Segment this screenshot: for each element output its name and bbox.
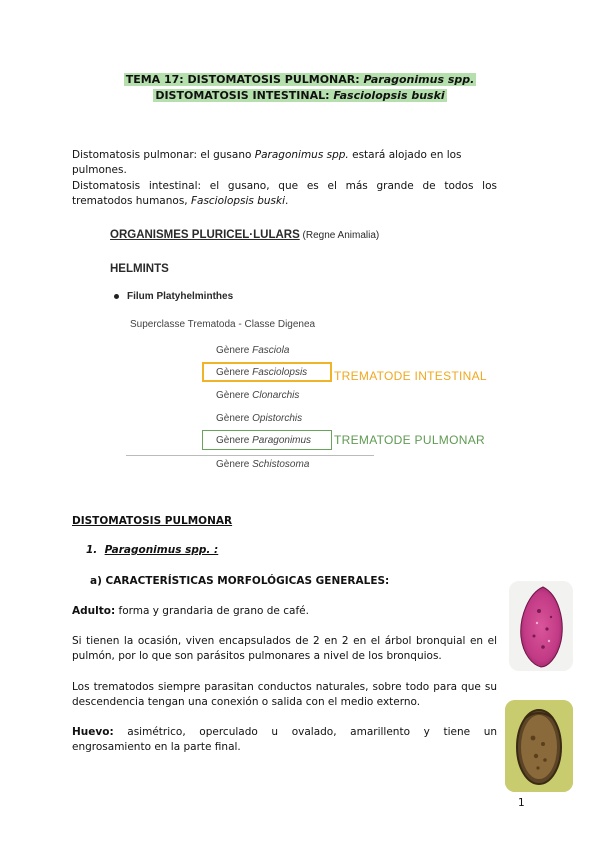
trematode-paragraph: Los trematodos siempre parasitan conductos naturales, sobre todo para que su descendencia tengan una conexión o salida con el medio externo. xyxy=(72,681,497,708)
intro-paragraph-2: Distomatosis intestinal: el gusano, que es el más grande de todos los trematodos humanos, Fasciolopsis buski. xyxy=(72,180,497,207)
label-trematode-intestinal: TREMATODE INTESTINAL xyxy=(334,369,487,383)
genus-item: Gènere Fasciola xyxy=(216,345,290,356)
adult-paragraph: Adulto: forma y grandaria de grano de café. xyxy=(72,605,309,617)
page-number: 1 xyxy=(518,797,525,809)
genus-item: Gènere Fasciolopsis xyxy=(216,367,308,378)
figure-divider xyxy=(126,455,374,456)
subsection-title: 1. Paragonimus spp. : xyxy=(86,544,219,556)
encapsulated-paragraph: Si tienen la ocasión, viven encapsulados de 2 en 2 en el árbol bronquial en el pulmón, por lo que son parásitos pulmonares a nivel de los bronquios. xyxy=(72,635,497,662)
genus-item: Gènere Opistorchis xyxy=(216,413,303,424)
figure-superclass: Superclasse Trematoda - Classe Digenea xyxy=(130,319,316,330)
title-line-1: TEMA 17: DISTOMATOSIS PULMONAR: Paragonimus spp. xyxy=(125,73,475,86)
egg-photo xyxy=(505,700,573,792)
bullet-icon xyxy=(114,294,119,299)
taxonomy-figure xyxy=(108,226,508,476)
label-trematode-pulmonar: TREMATODE PULMONAR xyxy=(334,433,485,447)
subsubsection-title: a) CARACTERÍSTICAS MORFOLÓGICAS GENERALES: xyxy=(90,575,390,587)
genus-item: Gènere Schistosoma xyxy=(216,459,310,470)
section-heading: DISTOMATOSIS PULMONAR xyxy=(72,515,233,527)
intro-paragraph-1: Distomatosis pulmonar: el gusano Paragonimus spp. estará alojado en los pulmones. xyxy=(72,149,462,176)
genus-item: Gènere Clonarchis xyxy=(216,390,300,401)
figure-phylum: Filum Platyhelminthes xyxy=(114,290,233,304)
adult-worm-photo xyxy=(509,581,573,671)
figure-subheading: HELMINTS xyxy=(110,263,169,275)
title-line-2: DISTOMATOSIS INTESTINAL: Fasciolopsis buski xyxy=(155,89,445,102)
genus-item: Gènere Paragonimus xyxy=(216,435,312,446)
page-title xyxy=(0,72,600,104)
figure-heading: ORGANISMES PLURICEL·LULARS (Regne Animalia) xyxy=(110,229,380,241)
egg-paragraph: Huevo: asimétrico, operculado u ovalado, amarillento y tiene un engrosamiento en la parte final. xyxy=(72,726,497,753)
